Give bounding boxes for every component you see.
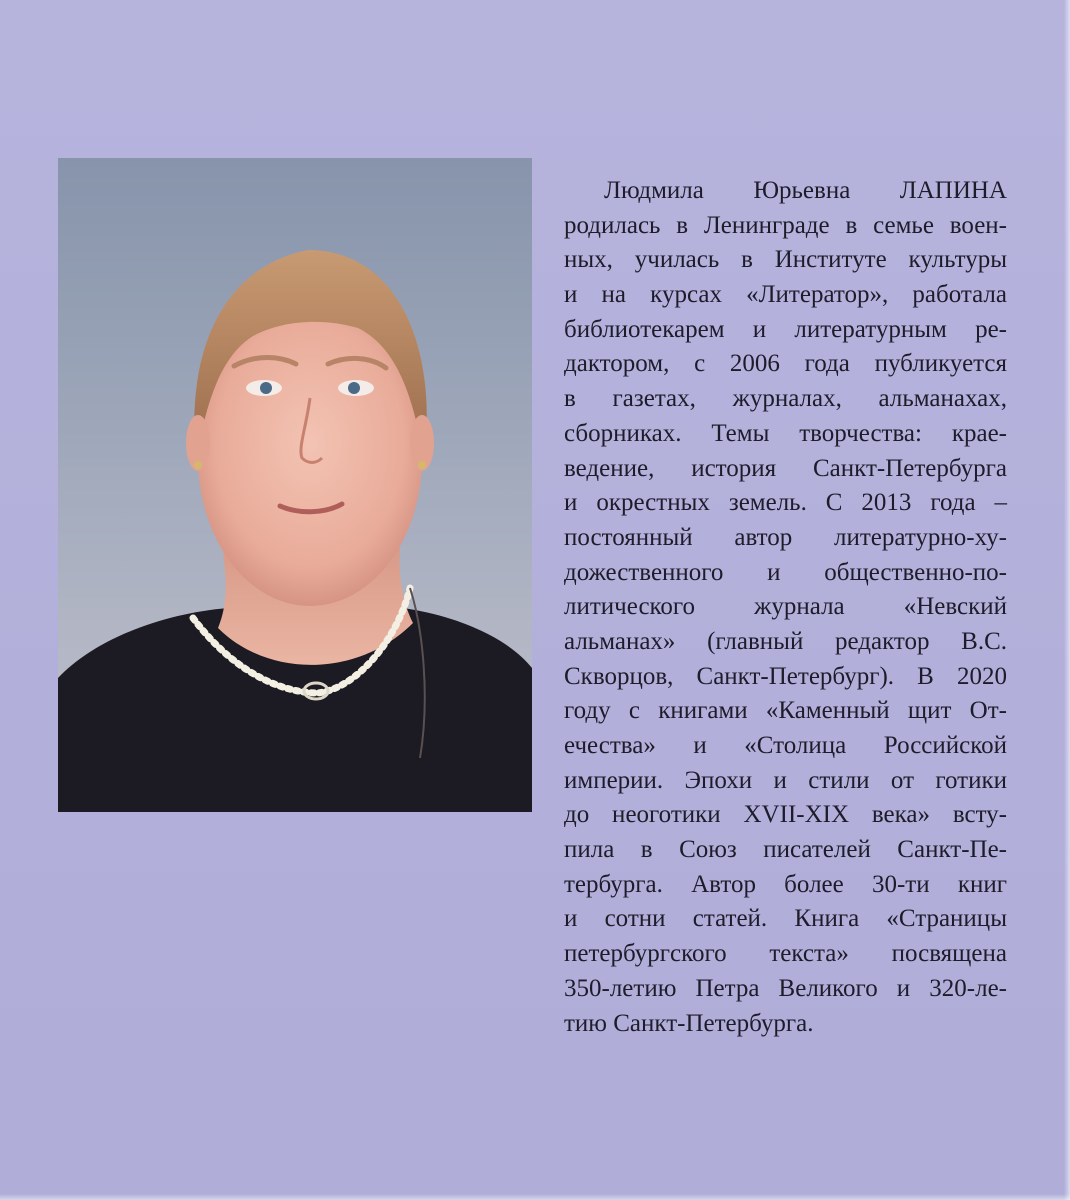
author-portrait-photo [58, 158, 532, 812]
bio-line: дожественного и общественно-по- [564, 558, 1007, 586]
bio-line: ных, училась в Институте культуры [564, 246, 1007, 274]
bio-line: тербурга. Автор более 30-ти книг [564, 870, 1007, 898]
bio-line: 350-летию Петра Великого и 320-ле- [564, 974, 1007, 1002]
bio-line: и на курсах «Литератор», работала [564, 281, 1007, 309]
page-edge-bottom [0, 1194, 1070, 1200]
bio-line: империи. Эпохи и стили от готики [564, 766, 1007, 794]
bio-line: Людмила Юрьевна ЛАПИНА [604, 177, 1007, 204]
bio-line: и окрестных земель. С 2013 года – [564, 489, 1007, 517]
bio-line: тию Санкт-Петербурга. [564, 1009, 814, 1037]
bio-line: и сотни статей. Книга «Страницы [564, 905, 1007, 933]
bio-line: родилась в Ленинграде в семье воен- [564, 211, 1007, 239]
bio-line: Скворцов, Санкт-Петербург). В 2020 [564, 662, 1007, 690]
bio-line: петербургского текста» посвящена [564, 940, 1007, 968]
bio-line: ечества» и «Столица Российской [564, 732, 1007, 759]
bio-line: пила в Союз писателей Санкт-Пе- [564, 836, 1007, 864]
page-edge-right [1064, 0, 1070, 1200]
bio-line: альманах» (главный редактор В.С. [564, 627, 1007, 655]
bio-line: постоянный автор литературно-ху- [564, 523, 1007, 551]
bio-line: ведение, история Санкт-Петербурга [564, 454, 1007, 482]
bio-line: дактором, с 2006 года публикуется [564, 350, 1007, 378]
bio-line: в газетах, журналах, альманахах, [564, 385, 1007, 413]
bio-line: сборниках. Темы творчества: крае- [564, 419, 1007, 447]
bio-line: библиотекарем и литературным ре- [564, 315, 1007, 343]
bio-line: году с книгами «Каменный щит От- [564, 697, 1007, 725]
bio-line: до неоготики XVII-XIX века» всту- [564, 801, 1007, 829]
bio-line: литического журнала «Невский [564, 593, 1007, 621]
portrait-illustration [58, 158, 532, 812]
author-biography [564, 174, 1007, 1041]
